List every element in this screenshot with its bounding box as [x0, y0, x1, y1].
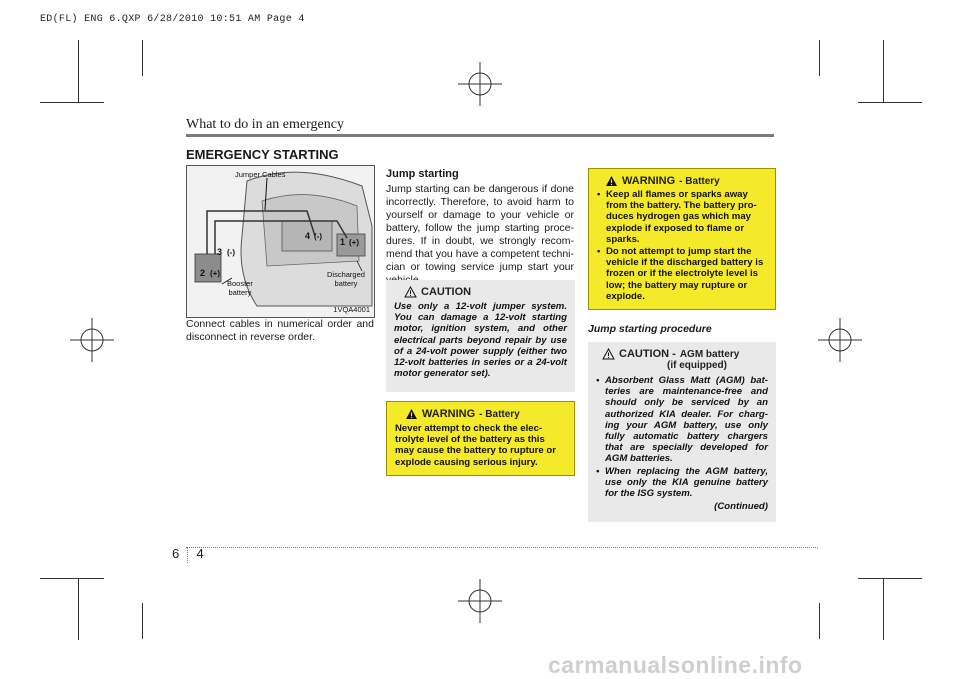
warning-triangle-icon: [605, 175, 618, 187]
warning-box-flames: [588, 168, 776, 310]
warning-title: [605, 175, 767, 187]
header-rule: [186, 134, 774, 137]
registration-mark-icon: [458, 62, 502, 106]
warning-triangle-icon: [405, 408, 418, 420]
chapter-number: 6: [172, 546, 180, 561]
label-discharged-battery: Discharged battery: [327, 270, 365, 288]
label-booster-battery: Booster battery: [227, 279, 253, 297]
warning-title-text: WARNING: [622, 175, 676, 187]
marker-3: 3: [217, 247, 223, 257]
engine-bay-illustration: [187, 166, 374, 317]
caution-title: [404, 286, 567, 298]
connect-instruction: Connect cables in numerical order and disconnect in reverse order.: [186, 318, 374, 343]
warning-box-electrolyte: [386, 401, 575, 476]
caution-box-voltage: [386, 280, 575, 392]
sign-minus-4: (-): [314, 232, 322, 241]
marker-2: 2: [200, 268, 206, 278]
jump-start-figure: [186, 165, 375, 318]
warning-bullet-1: • Keep all flames or sparks away from the battery. The battery pro-duces hydrogen gas which may explode if exposed to flame or sparks.: [597, 189, 767, 245]
caution-title-text: CAUTION: [421, 286, 472, 298]
warning-body: Never attempt to check the elec-trolyte level of the battery as this may cause the battery to rupture or explode causing serious injury.: [395, 423, 557, 468]
caution-agm-subtitle-2: (if equipped): [667, 360, 727, 371]
continued-label: (Continued): [714, 501, 768, 513]
registration-mark-icon: [70, 318, 114, 362]
warning-triangle-icon: [404, 286, 417, 298]
marker-4: 4: [305, 231, 311, 241]
running-head: What to do in an emergency: [186, 117, 344, 132]
footer-rule: [186, 547, 818, 548]
print-slug: ED(FL) ENG 6.QXP 6/28/2010 10:51 AM Page 4: [40, 14, 305, 25]
figure-code: 1VQA4001: [333, 305, 370, 314]
page-divider: [187, 547, 189, 563]
label-jumper-cables: Jumper Cables: [235, 170, 286, 179]
caution-agm-title-text: CAUTION -: [619, 348, 676, 360]
warning-title-text: WARNING: [422, 408, 476, 420]
sign-plus-1: (+): [349, 238, 359, 247]
jump-starting-heading: Jump starting: [386, 168, 459, 180]
registration-mark-icon: [458, 579, 502, 623]
caution-agm-subtitle-1: AGM battery: [679, 348, 740, 360]
page-number: [172, 546, 204, 563]
warning-bullet-2: • Do not attempt to jump start the vehicle if the discharged battery is frozen or if the electrolyte level is low; the battery may rupture or explode.: [597, 246, 767, 302]
jump-starting-body: Jump starting can be dangerous if done incorrectly. Therefore, to avoid harm to yourself or damage to your vehicle or battery, follow the jump starting proce-dures. If in doubt, we strongly recom-mend that you have a competent techni-cian or towing service jump start your: [386, 183, 574, 273]
sign-minus-3: (-): [227, 248, 235, 257]
sign-plus-2: (+): [210, 269, 220, 278]
warning-triangle-icon: [602, 348, 615, 360]
marker-1: 1: [340, 237, 346, 247]
watermark: carmanualsonline.info: [548, 652, 803, 678]
caution-body: Use only a 12-volt jumper system. You can damage a 12-volt starting motor, ignition system, and other electrical parts beyond repair by use of a 24-volt power supply (either two 12-volt batteries in series or a 24-volt motor generator set).: [394, 301, 567, 380]
caution-agm-bullet-1: • Absorbent Glass Matt (AGM) bat-teries are maintenance-free and should only be serviced by an authorized KIA dealer. For charg-ing your AGM battery, use only fully automatic battery chargers that are specially developed for AGM batteries.: [596, 375, 768, 465]
warning-subtitle: - Battery: [679, 175, 720, 187]
caution-agm-title: [602, 348, 768, 360]
section-title: EMERGENCY STARTING: [186, 147, 339, 162]
caution-box-agm: [588, 342, 776, 522]
warning-title: [405, 408, 566, 420]
caution-agm-bullet-2: • When replacing the AGM battery, use only the KIA genuine battery for the ISG system.: [596, 466, 768, 500]
page-in-chapter: 4: [196, 546, 204, 561]
procedure-heading: Jump starting procedure: [588, 323, 712, 335]
registration-mark-icon: [818, 318, 862, 362]
warning-subtitle: - Battery: [479, 408, 520, 420]
